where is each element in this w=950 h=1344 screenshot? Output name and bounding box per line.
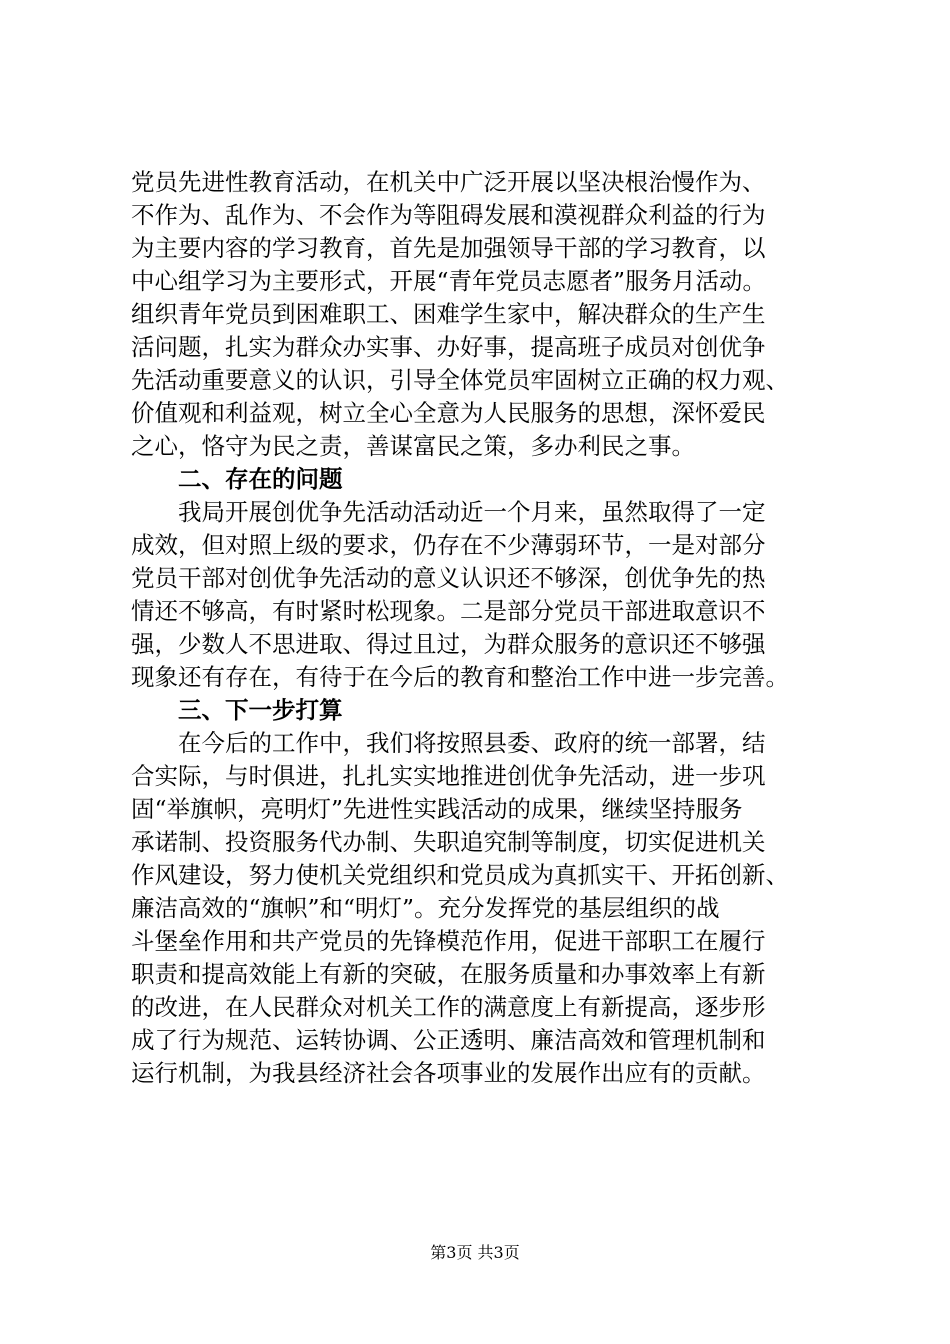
text-line: 党员先进性教育活动，在机关中广泛开展以坚决根治慢作为、 xyxy=(131,168,766,196)
section-heading-next-steps: 三、下一步打算 xyxy=(178,696,343,724)
text-line: 价值观和利益观，树立全心全意为人民服务的思想，深怀爱民 xyxy=(131,399,766,427)
document-body xyxy=(131,166,837,1090)
text-line: 先活动重要意义的认识，引导全体党员牢固树立正确的权力观、 xyxy=(131,366,789,394)
text-line: 职责和提高效能上有新的突破，在服务质量和办事效率上有新 xyxy=(131,960,766,988)
text-line: 之心，恪守为民之责，善谋富民之策，多办利民之事。 xyxy=(131,432,695,460)
page-number-footer: 第3页 共3页 xyxy=(430,1243,520,1262)
text-line: 中心组学习为主要形式，开展“青年党员志愿者”服务月活动。 xyxy=(131,267,767,295)
text-line: 我局开展创优争先活动活动近一个月来，虽然取得了一定 xyxy=(178,498,766,526)
text-line: 廉洁高效的“旗帜”和“明灯”。充分发挥党的基层组织的战 xyxy=(131,894,720,922)
text-line: 运行机制，为我县经济社会各项事业的发展作出应有的贡献。 xyxy=(131,1059,766,1087)
text-line: 不作为、乱作为、不会作为等阻碍发展和漠视群众利益的行为 xyxy=(131,201,766,229)
paragraph-next-steps xyxy=(131,727,837,1090)
text-line: 在今后的工作中，我们将按照县委、政府的统一部署，结 xyxy=(178,729,766,757)
text-line: 承诺制、投资服务代办制、失职追究制等制度，切实促进机关 xyxy=(131,828,766,856)
text-line: 组织青年党员到困难职工、困难学生家中，解决群众的生产生 xyxy=(131,300,766,328)
paragraph-problems xyxy=(131,496,837,694)
text-line: 活问题，扎实为群众办实事、办好事，提高班子成员对创优争 xyxy=(131,333,766,361)
text-line: 合实际，与时俱进，扎扎实实地推进创优争先活动，进一步巩 xyxy=(131,762,766,790)
text-line: 强，少数人不思进取、得过且过，为群众服务的意识还不够强 xyxy=(131,630,766,658)
text-line: 作风建设，努力使机关党组织和党员成为真抓实干、开拓创新、 xyxy=(131,861,789,889)
text-line: 斗堡垒作用和共产党员的先锋模范作用，促进干部职工在履行 xyxy=(131,927,766,955)
text-line: 党员干部对创优争先活动的意义认识还不够深，创优争先的热 xyxy=(131,564,766,592)
text-line: 成了行为规范、运转协调、公正透明、廉洁高效和管理机制和 xyxy=(131,1026,766,1054)
text-line: 的改进，在人民群众对机关工作的满意度上有新提高，逐步形 xyxy=(131,993,766,1021)
section-heading-problems: 二、存在的问题 xyxy=(178,465,343,493)
text-line: 为主要内容的学习教育，首先是加强领导干部的学习教育，以 xyxy=(131,234,766,262)
text-line: 固“举旗帜，亮明灯”先进性实践活动的成果，继续坚持服务 xyxy=(131,795,743,823)
text-line: 情还不够高，有时紧时松现象。二是部分党员干部进取意识不 xyxy=(131,597,766,625)
text-line: 现象还有存在，有待于在今后的教育和整治工作中进一步完善。 xyxy=(131,663,789,691)
paragraph-continued xyxy=(131,166,837,463)
text-line: 成效，但对照上级的要求，仍存在不少薄弱环节，一是对部分 xyxy=(131,531,766,559)
